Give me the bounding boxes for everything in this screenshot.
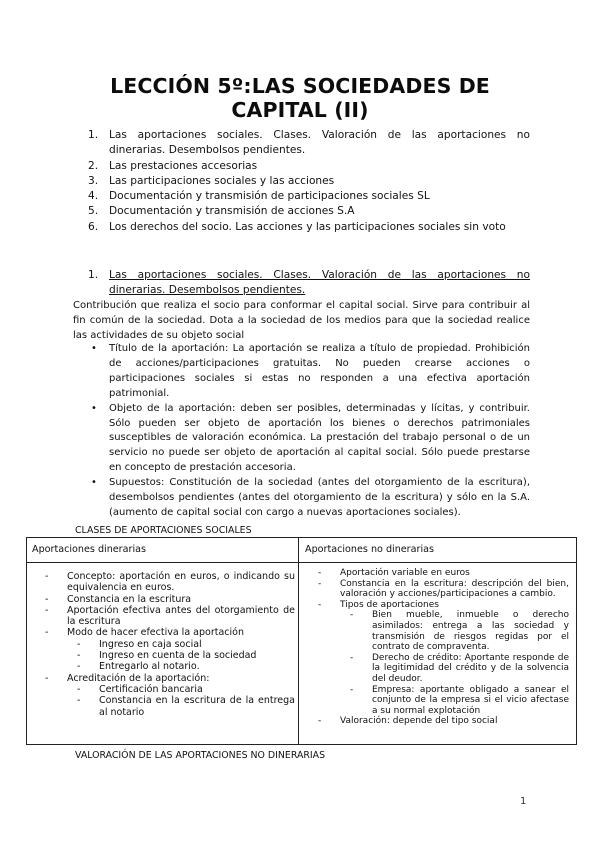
- list-item-text: Entregarlo al notario.: [99, 661, 200, 673]
- list-item-text: Ingreso en cuenta de la sociedad: [99, 650, 257, 662]
- toc-item: [88, 220, 530, 235]
- toc-item: [88, 128, 530, 159]
- list-item: [43, 627, 295, 638]
- dash-icon: -: [77, 638, 81, 650]
- list-item: [43, 673, 295, 684]
- list-item: [316, 600, 569, 611]
- list-subitem: [43, 639, 295, 650]
- dash-icon: -: [350, 610, 354, 621]
- table-of-contents: [88, 128, 530, 235]
- dash-icon: -: [45, 627, 49, 639]
- list-item: [43, 571, 295, 594]
- toc-item: [88, 204, 530, 219]
- next-section-caption: VALORACIÓN DE LAS APORTACIONES NO DINERARIAS: [75, 750, 326, 761]
- section-intro: Contribución que realiza el socio para conformar el capital social. Sirve para contribuir al fin común de la sociedad. Dota a la sociedad de los medios para que la sociedad realice las actividades de su objeto social: [73, 300, 530, 341]
- dash-icon: -: [77, 683, 81, 695]
- list-subitem: [43, 661, 295, 672]
- table-column-divider: [298, 538, 299, 744]
- list-item: [316, 716, 569, 727]
- bullet-icon: •: [91, 343, 97, 354]
- toc-text: Las participaciones sociales y las acciones: [109, 174, 335, 187]
- dash-icon: -: [350, 684, 354, 695]
- dash-icon: -: [77, 650, 81, 662]
- list-item-text: Modo de hacer efectiva la aportación: [67, 627, 244, 639]
- section-number: 1.: [88, 269, 99, 281]
- toc-text: Los derechos del socio. Las acciones y las participaciones sociales sin voto: [109, 220, 506, 233]
- toc-item: [88, 159, 530, 174]
- list-item-text: Aportación variable en euros: [340, 568, 470, 578]
- toc-number: 2.: [88, 159, 99, 172]
- list-item-text: Tipos de aportaciones: [340, 599, 439, 610]
- bullet-icon: •: [91, 477, 97, 489]
- page-number: 1: [520, 796, 527, 807]
- table-header-divider: [27, 562, 576, 563]
- page-title: [0, 74, 600, 122]
- title-line-2: CAPITAL (II): [231, 98, 369, 122]
- bullet-item: [88, 342, 530, 402]
- bullet-text: Objeto de la aportación: deben ser posibles, determinadas y lícitas, y contribuir. Sólo pueden ser objeto de aportación los bienes o derechos patrimoniales susceptibles de valoración económica. La prestación del trabajo personal o de un servicio no puede ser objeto de aportación al capital social. Sólo puede prestarse en concepto de prestación accesoria.: [109, 402, 530, 474]
- toc-number: 4.: [88, 190, 99, 203]
- list-item-text: Constancia en la escritura: descripción del bien, valoración y acciones/participaciones a cambio.: [340, 578, 569, 600]
- toc-number: 1.: [88, 129, 99, 141]
- dash-icon: -: [77, 695, 81, 707]
- list-item-text: Acreditación de la aportación:: [67, 672, 210, 684]
- list-item-text: Empresa: aportante obligado a sanear el conjunto de la empresa si el vicio afectase a su normal explotación: [372, 684, 569, 716]
- title-line-1: LECCIÓN 5º:LAS SOCIEDADES DE: [110, 74, 490, 98]
- bullet-icon: •: [91, 402, 97, 414]
- toc-item: [88, 189, 530, 204]
- list-item-text: Aportación efectiva antes del otorgamiento de la escritura: [67, 604, 295, 628]
- list-item-text: Bien mueble, inmueble o derecho asimilados: entrega a las sociedad y transmisión de riesgos regidas por el contrato de compraventa.: [372, 610, 569, 653]
- table-header-monetary: Aportaciones dinerarias: [32, 544, 146, 555]
- toc-number: 6.: [88, 220, 99, 233]
- list-subitem: [316, 610, 569, 652]
- dash-icon: -: [318, 578, 322, 589]
- list-item-text: Constancia en la escritura de la entrega al notario: [99, 695, 295, 718]
- section-heading: [88, 268, 530, 298]
- bullet-text: Título de la aportación: La aportación se realiza a título de propiedad. Prohibición de acciones/participaciones gratuitas. No pueden crearse acciones o participaciones sociales si estas no responden a una efectiva aportación patrimonial.: [109, 343, 530, 399]
- toc-text: Las prestaciones accesorias: [109, 159, 258, 172]
- dash-icon: -: [318, 568, 322, 578]
- dash-icon: -: [318, 599, 322, 610]
- dash-icon: -: [45, 571, 49, 582]
- list-subitem: [43, 650, 295, 661]
- table-header-non-monetary: Aportaciones no dinerarias: [305, 544, 434, 555]
- list-item-text: Ingreso en caja social: [99, 638, 202, 650]
- dash-icon: -: [45, 593, 49, 605]
- bullet-item: [88, 402, 530, 477]
- dash-icon: -: [318, 716, 322, 727]
- table-caption: CLASES DE APORTACIONES SOCIALES: [75, 525, 252, 536]
- bullet-item: [88, 476, 530, 521]
- list-item: [43, 594, 295, 605]
- toc-text: Las aportaciones sociales. Clases. Valoración de las aportaciones no dinerarias. Desembolsos pendientes.: [109, 129, 530, 157]
- list-item: [316, 579, 569, 600]
- list-item-text: Certificación bancaria: [99, 683, 203, 695]
- non-monetary-list: [316, 568, 569, 727]
- section-heading-text: Las aportaciones sociales. Clases. Valoración de las aportaciones no dinerarias. Desembolsos pendientes.: [109, 269, 530, 296]
- toc-number: 5.: [88, 205, 99, 218]
- list-item: [43, 605, 295, 628]
- toc-text: Documentación y transmisión de acciones S.A: [109, 205, 355, 218]
- monetary-list: [43, 571, 295, 718]
- dash-icon: -: [77, 661, 81, 673]
- toc-text: Documentación y transmisión de participaciones sociales SL: [109, 190, 430, 203]
- dash-icon: -: [45, 604, 49, 616]
- list-subitem: [43, 695, 295, 718]
- list-item-text: Concepto: aportación en euros, o indicando su equivalencia en euros.: [67, 571, 295, 594]
- bullet-list: [88, 342, 530, 521]
- list-subitem: [316, 653, 569, 685]
- contributions-table: [26, 537, 577, 745]
- list-subitem: [316, 685, 569, 717]
- bullet-text: Supuestos: Constitución de la sociedad (antes del otorgamiento de la escritura), desembolsos pendientes (antes del otorgamiento de la escritura) y sólo en la S.A. (aumento de capital social con cargo a nuevas aportaciones sociales).: [109, 477, 530, 518]
- dash-icon: -: [45, 672, 49, 684]
- toc-item: [88, 174, 530, 189]
- list-item: [316, 568, 569, 579]
- list-subitem: [43, 684, 295, 695]
- list-item-text: Valoración: depende del tipo social: [340, 716, 498, 727]
- list-item-text: Constancia en la escritura: [67, 593, 192, 605]
- toc-number: 3.: [88, 174, 99, 187]
- dash-icon: -: [350, 652, 354, 663]
- list-item-text: Derecho de crédito: Aportante responde de la legitimidad del crédito y de la solvencia del deudor.: [372, 652, 569, 684]
